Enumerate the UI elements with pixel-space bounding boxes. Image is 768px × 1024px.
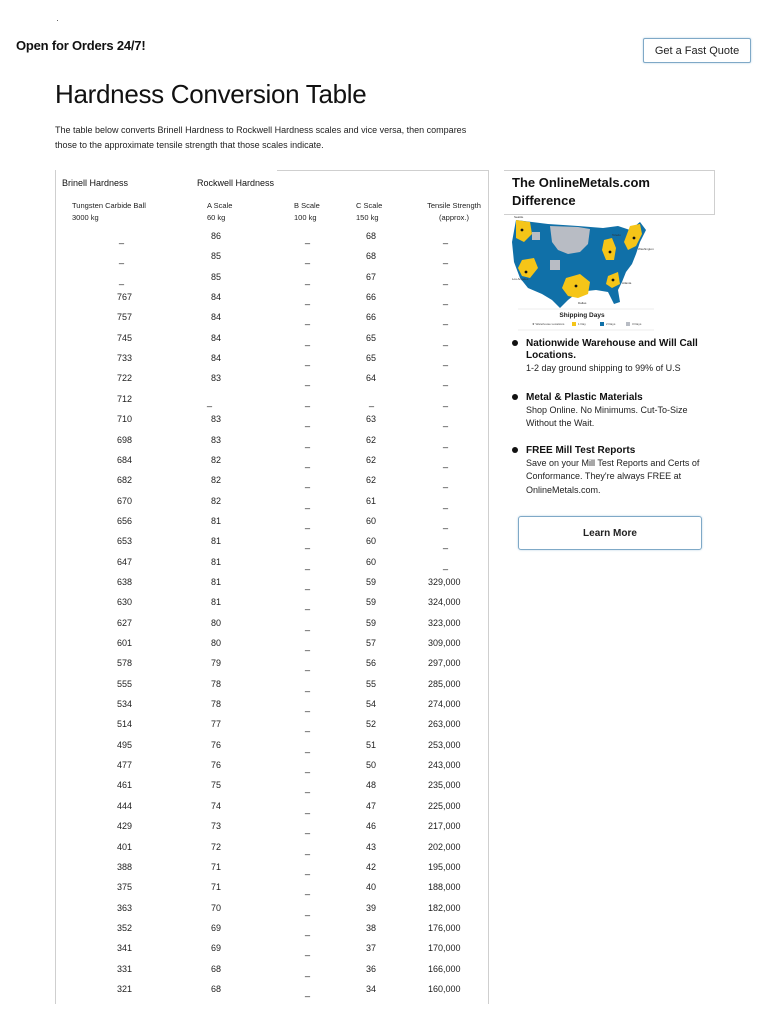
empty-cell: _ — [305, 254, 311, 265]
table-cell: 745 — [117, 332, 133, 343]
intro-text: The table below converts Brinell Hardness to Rockwell Hardness scales and vice versa, then compares those to the approximate tensile strength that those scales indicate. — [55, 125, 467, 150]
column-header-line: 150 kg — [356, 213, 379, 222]
bullet-icon — [512, 394, 518, 400]
table-cell: 76 — [211, 739, 222, 750]
empty-cell: _ — [305, 763, 311, 774]
feature-materials — [511, 392, 711, 431]
table-cell: 323,000 — [428, 617, 461, 628]
table-cell: 363 — [117, 902, 133, 913]
table-cell: 64 — [366, 373, 377, 384]
table-cell: 83 — [211, 414, 222, 425]
empty-cell: _ — [305, 518, 311, 529]
table-cell: 65 — [366, 353, 377, 364]
empty-cell: _ — [305, 824, 311, 835]
empty-cell: _ — [305, 335, 311, 346]
svg-text:Toledo: Toledo — [612, 233, 621, 237]
table-cell: 638 — [117, 576, 133, 587]
rockwell-group-header: Rockwell Hardness — [197, 178, 275, 188]
column-header-line: B Scale — [294, 201, 320, 210]
column-header-line: A Scale — [207, 201, 233, 210]
table-cell: 514 — [117, 719, 133, 730]
table-cell: 253,000 — [428, 739, 461, 750]
table-cell: 85 — [211, 271, 222, 282]
table-cell: 375 — [117, 882, 133, 893]
table-cell: 722 — [117, 373, 133, 384]
table-cell: 75 — [211, 780, 222, 791]
feature-title: FREE Mill Test Reports — [526, 444, 636, 456]
empty-cell: _ — [305, 417, 311, 428]
feature-title: Metal & Plastic Materials — [526, 391, 643, 403]
table-cell: 627 — [117, 617, 133, 628]
empty-cell: _ — [443, 518, 449, 529]
empty-cell: _ — [305, 437, 311, 448]
table-cell: 329,000 — [428, 576, 461, 587]
empty-cell: _ — [305, 722, 311, 733]
svg-text:Atlanta: Atlanta — [622, 281, 632, 285]
empty-cell: _ — [443, 417, 449, 428]
table-cell: 757 — [117, 312, 133, 323]
brinell-group-header: Brinell Hardness — [62, 178, 129, 188]
table-cell: 60 — [366, 515, 377, 526]
table-cell: 324,000 — [428, 597, 461, 608]
table-cell: 68 — [366, 251, 377, 262]
table-cell: 68 — [366, 231, 377, 241]
table-cell: 274,000 — [428, 699, 461, 710]
column-header-tensile — [425, 200, 483, 224]
table-cell: 56 — [366, 658, 377, 669]
table-cell: 84 — [211, 332, 222, 343]
table-cell: 84 — [211, 353, 222, 364]
svg-text:Dallas: Dallas — [578, 301, 587, 305]
table-cell: 235,000 — [428, 780, 461, 791]
table-cell: 74 — [211, 800, 222, 811]
table-cell: 60 — [366, 536, 377, 547]
empty-cell: _ — [305, 702, 311, 713]
table-cell: 202,000 — [428, 841, 461, 852]
table-cell: 83 — [211, 434, 222, 445]
table-cell: 477 — [117, 760, 133, 771]
table-cell: 601 — [117, 638, 133, 648]
table-cell: 309,000 — [428, 638, 461, 648]
table-cell: 36 — [366, 963, 377, 974]
empty-cell: _ — [305, 905, 311, 916]
empty-cell: _ — [305, 376, 311, 387]
table-cell: 170,000 — [428, 943, 461, 954]
svg-text:2 Days: 2 Days — [606, 322, 616, 326]
table-border-top — [277, 170, 489, 171]
tagline: Open for Orders 24/7! — [16, 38, 146, 53]
empty-cell: _ — [443, 356, 449, 367]
empty-cell: _ — [305, 356, 311, 367]
empty-cell: _ — [305, 396, 311, 407]
svg-text:Los Angeles: Los Angeles — [512, 277, 529, 281]
table-cell: 217,000 — [428, 821, 461, 832]
empty-cell: _ — [305, 498, 311, 509]
table-cell: 38 — [366, 922, 377, 933]
column-header-a-scale — [207, 200, 232, 224]
empty-cell: _ — [305, 559, 311, 570]
table-cell: 331 — [117, 963, 133, 974]
table-cell: 39 — [366, 902, 377, 913]
table-cell: 77 — [211, 719, 222, 730]
empty-cell: _ — [305, 295, 311, 306]
empty-cell: _ — [305, 274, 311, 285]
table-cell: 767 — [117, 292, 133, 303]
empty-cell: _ — [443, 457, 449, 468]
empty-cell: _ — [305, 620, 311, 631]
empty-cell: _ — [305, 457, 311, 468]
table-cell: 176,000 — [428, 922, 461, 933]
table-cell: 86 — [211, 231, 222, 241]
empty-cell: _ — [305, 539, 311, 550]
table-cell: 62 — [366, 434, 377, 445]
table-cell: 68 — [211, 963, 222, 974]
table-cell: 63 — [366, 414, 377, 425]
empty-cell: _ — [443, 498, 449, 509]
table-cell: 429 — [117, 821, 133, 832]
empty-cell: _ — [443, 396, 449, 407]
table-cell: 59 — [366, 576, 377, 587]
page-title: Hardness Conversion Table — [55, 79, 367, 109]
table-cell: 684 — [117, 454, 133, 465]
bullet-icon — [512, 447, 518, 453]
empty-cell: _ — [207, 396, 213, 407]
feature-desc: Shop Online. No Minimums. Cut-To-Size Without the Wait. — [526, 404, 688, 428]
feature-title: Nationwide Warehouse and Will Call Locations. — [526, 338, 698, 361]
svg-text:1 Day: 1 Day — [578, 322, 586, 326]
table-cell: 81 — [211, 556, 222, 567]
learn-more-button[interactable]: Learn More — [518, 516, 702, 550]
table-cell: 67 — [366, 271, 377, 282]
empty-cell: _ — [305, 986, 311, 997]
table-cell: 65 — [366, 332, 377, 343]
table-cell: 733 — [117, 353, 133, 364]
table-cell: 297,000 — [428, 658, 461, 669]
table-cell: 160,000 — [428, 983, 461, 994]
table-cell: 555 — [117, 678, 133, 689]
empty-cell: _ — [119, 274, 125, 285]
empty-cell: _ — [305, 600, 311, 611]
empty-cell: _ — [443, 437, 449, 448]
table-cell: 59 — [366, 617, 377, 628]
empty-cell: _ — [443, 478, 449, 489]
table-cell: 70 — [211, 902, 222, 913]
table-cell: 166,000 — [428, 963, 461, 974]
table-cell: 682 — [117, 475, 133, 486]
table-cell: 578 — [117, 658, 133, 669]
table-cell: 59 — [366, 597, 377, 608]
empty-cell: _ — [305, 234, 311, 244]
table-cell: 52 — [366, 719, 377, 730]
empty-cell: _ — [305, 966, 311, 977]
shipping-map — [508, 212, 656, 332]
table-cell: 55 — [366, 678, 377, 689]
table-cell: 60 — [366, 556, 377, 567]
bullet-icon — [512, 340, 518, 346]
empty-cell: _ — [305, 661, 311, 672]
table-cell: 321 — [117, 983, 133, 994]
column-header-line: 3000 kg — [72, 213, 99, 222]
table-cell: 54 — [366, 699, 377, 710]
table-cell: 698 — [117, 434, 133, 445]
empty-cell: _ — [305, 864, 311, 875]
table-cell: 647 — [117, 556, 133, 567]
table-cell: 710 — [117, 414, 133, 425]
table-cell: 243,000 — [428, 760, 461, 771]
empty-cell: _ — [443, 295, 449, 306]
empty-cell: _ — [305, 803, 311, 814]
empty-cell: _ — [443, 376, 449, 387]
svg-text:3 Days: 3 Days — [632, 322, 642, 326]
feature-mill-reports — [511, 445, 711, 498]
us-map-icon — [508, 212, 656, 332]
table-cell: 82 — [211, 475, 222, 486]
empty-cell: _ — [119, 254, 125, 265]
column-header-line: C Scale — [356, 201, 383, 210]
empty-cell: _ — [443, 274, 449, 285]
table-cell: 82 — [211, 454, 222, 465]
table-cell: 83 — [211, 373, 222, 384]
table-cell: 34 — [366, 983, 377, 994]
table-cell: 285,000 — [428, 678, 461, 689]
table-cell: 352 — [117, 922, 133, 933]
table-cell: 43 — [366, 841, 377, 852]
empty-cell: _ — [305, 742, 311, 753]
svg-text:Seattle: Seattle — [514, 215, 524, 219]
table-cell: 47 — [366, 800, 377, 811]
table-cell: 81 — [211, 597, 222, 608]
empty-cell: _ — [369, 396, 375, 407]
table-cell: 461 — [117, 780, 133, 791]
table-cell: 85 — [211, 251, 222, 262]
table-cell: 61 — [366, 495, 377, 506]
table-cell: 37 — [366, 943, 377, 954]
table-cell: 62 — [366, 454, 377, 465]
sidebar-title: The OnlineMetals.com Difference — [512, 175, 650, 208]
feature-desc: Save on your Mill Test Reports and Certs of Conformance. They're always FREE at OnlineMetals.com. — [526, 457, 700, 495]
empty-cell: _ — [443, 254, 449, 265]
column-header-line: Tensile Strength — [427, 201, 481, 210]
table-border-right — [488, 170, 489, 1004]
table-cell: 444 — [117, 800, 133, 811]
table-cell: 68 — [211, 983, 222, 994]
table-cell: 62 — [366, 475, 377, 486]
empty-cell: _ — [305, 579, 311, 590]
table-cell: 81 — [211, 536, 222, 547]
table-cell: 81 — [211, 515, 222, 526]
empty-cell: _ — [305, 478, 311, 489]
get-quote-button[interactable]: Get a Fast Quote — [643, 38, 751, 63]
table-cell: 73 — [211, 821, 222, 832]
table-cell: 76 — [211, 760, 222, 771]
table-cell: 40 — [366, 882, 377, 893]
svg-text:★ Warehouse Locations: ★ Warehouse Locations — [532, 322, 565, 326]
table-cell: 80 — [211, 617, 222, 628]
table-cell: 78 — [211, 678, 222, 689]
table-cell: 80 — [211, 638, 222, 648]
table-cell: 195,000 — [428, 861, 461, 872]
table-cell: 188,000 — [428, 882, 461, 893]
empty-cell: _ — [305, 681, 311, 692]
table-cell: 69 — [211, 922, 222, 933]
table-cell: 79 — [211, 658, 222, 669]
empty-cell: _ — [305, 946, 311, 957]
column-header-c-scale — [356, 200, 382, 224]
table-border-left — [55, 170, 56, 1004]
empty-cell: _ — [305, 844, 311, 855]
table-cell: 57 — [366, 638, 377, 648]
empty-cell: _ — [443, 539, 449, 550]
table-cell: 72 — [211, 841, 222, 852]
table-cell: 46 — [366, 821, 377, 832]
table-cell: 50 — [366, 760, 377, 771]
table-cell: 69 — [211, 943, 222, 954]
column-header-brinell — [72, 200, 146, 224]
table-cell: 84 — [211, 312, 222, 323]
table-cell: 48 — [366, 780, 377, 791]
table-cell: 670 — [117, 495, 133, 506]
svg-text:Shipping Days: Shipping Days — [559, 312, 605, 319]
empty-cell: _ — [305, 315, 311, 326]
table-cell: 78 — [211, 699, 222, 710]
column-header-line: Tungsten Carbide Ball — [72, 201, 146, 210]
feature-desc: 1-2 day ground shipping to 99% of U.S — [526, 363, 681, 373]
table-cell: 388 — [117, 861, 133, 872]
empty-cell: _ — [305, 641, 311, 651]
empty-cell: _ — [305, 885, 311, 896]
column-header-line: (approx.) — [438, 213, 469, 222]
table-cell: 495 — [117, 739, 133, 750]
empty-cell: _ — [119, 234, 125, 244]
empty-cell: _ — [443, 315, 449, 326]
table-cell: 84 — [211, 292, 222, 303]
decorative-dot — [57, 20, 58, 21]
empty-cell: _ — [305, 925, 311, 936]
svg-text:Washington: Washington — [638, 247, 654, 251]
table-cell: 81 — [211, 576, 222, 587]
table-cell: 341 — [117, 943, 133, 954]
table-cell: 225,000 — [428, 800, 461, 811]
table-cell: 263,000 — [428, 719, 461, 730]
empty-cell: _ — [443, 335, 449, 346]
feature-warehouses — [511, 338, 711, 376]
table-cell: 401 — [117, 841, 133, 852]
table-cell: 66 — [366, 292, 377, 303]
empty-cell: _ — [443, 559, 449, 570]
table-cell: 71 — [211, 861, 222, 872]
table-cell: 42 — [366, 861, 377, 872]
empty-cell: _ — [443, 234, 449, 244]
table-cell: 82 — [211, 495, 222, 506]
table-cell: 653 — [117, 536, 133, 547]
column-header-b-scale — [294, 200, 320, 224]
column-header-line: 60 kg — [207, 213, 226, 222]
column-header-line: 100 kg — [294, 213, 317, 222]
table-cell: 712 — [117, 393, 133, 404]
feature-list — [511, 338, 711, 509]
table-cell: 66 — [366, 312, 377, 323]
table-cell: 630 — [117, 597, 133, 608]
table-cell: 51 — [366, 739, 377, 750]
table-cell: 656 — [117, 515, 133, 526]
table-cell: 534 — [117, 699, 133, 710]
table-cell: 71 — [211, 882, 222, 893]
table-cell: 182,000 — [428, 902, 461, 913]
empty-cell: _ — [305, 783, 311, 794]
